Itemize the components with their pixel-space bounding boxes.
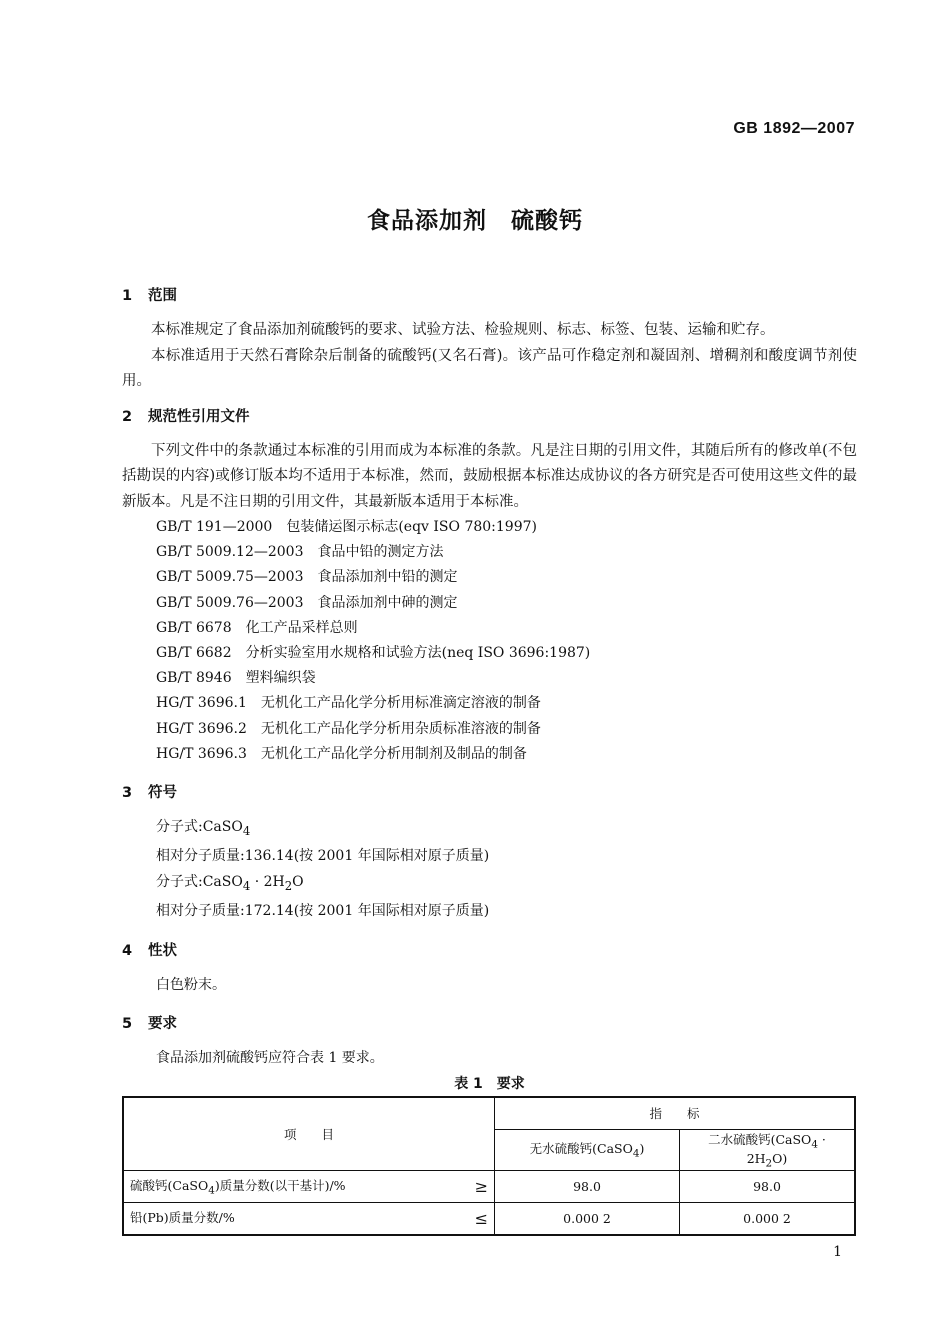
header-item: 项 目 xyxy=(123,1097,495,1171)
reference-code: HG/T 3696.3 xyxy=(156,745,247,762)
header-anhydrous: 无水硫酸钙(CaSO$_4$) xyxy=(495,1129,680,1170)
section-heading-properties xyxy=(122,939,857,963)
reference-code: GB/T 8946 xyxy=(156,670,232,687)
row-anhydrous-value: 0.000 2 xyxy=(495,1202,680,1235)
molecular-mass-anhydrous: 相对分子质量:136.14(按 2001 年国际相对原子质量) xyxy=(156,848,490,865)
reference-code: GB/T 5009.76—2003 xyxy=(156,594,304,611)
page-number: 1 xyxy=(833,1244,842,1260)
reference-title: 食品添加剂中砷的测定 xyxy=(317,594,458,611)
header-index: 指 标 xyxy=(495,1097,856,1130)
reference-item xyxy=(122,641,857,666)
normative-intro: 下列文件中的条款通过本标准的引用而成为本标准的条款。凡是注日期的引用文件，其随后所有的修改单(不包括勘误的内容)或修订版本均不适用于本标准，然而，鼓励根据本标准达成协议的各方研究是否可使用这些文件的最新版本。凡是不注日期的引用文件，其最新版本适用于本标准。 xyxy=(122,442,857,510)
reference-code: GB/T 6678 xyxy=(156,619,232,636)
reference-item xyxy=(122,591,857,616)
requirements-text: 食品添加剂硫酸钙应符合表 1 要求。 xyxy=(156,1050,384,1067)
row-sign: ≥ xyxy=(442,1170,495,1202)
reference-item xyxy=(122,616,857,641)
table-row xyxy=(123,1170,855,1202)
table-row xyxy=(123,1202,855,1235)
reference-item xyxy=(122,666,857,691)
properties-text: 白色粉末。 xyxy=(156,976,226,993)
reference-code: HG/T 3696.2 xyxy=(156,720,247,737)
reference-item xyxy=(122,515,857,540)
row-dihydrate-value: 98.0 xyxy=(680,1170,856,1202)
section-heading-normative xyxy=(122,405,857,429)
section-number: 1 xyxy=(122,288,133,304)
reference-title: 包装储运图示标志(eqv ISO 780:1997) xyxy=(286,519,537,535)
header-dihydrate: 二水硫酸钙(CaSO$_4$ · $2H_2O$) xyxy=(680,1129,856,1170)
section-heading-symbols xyxy=(122,781,857,805)
reference-title: 化工产品采样总则 xyxy=(245,619,358,636)
row-item: 硫酸钙(CaSO$_4$)质量分数(以干基计)/% xyxy=(123,1170,442,1202)
section-title: 符号 xyxy=(148,785,177,802)
section-number: 2 xyxy=(122,408,133,425)
molecular-formula-anhydrous: 分子式:CaSO$_4$ xyxy=(156,819,251,838)
requirements-table xyxy=(122,1096,856,1236)
section-number: 4 xyxy=(122,942,133,959)
section-heading-scope xyxy=(122,284,857,308)
row-sign: ≤ xyxy=(442,1202,495,1235)
reference-title: 食品添加剂中铅的测定 xyxy=(317,569,458,586)
molecular-formula-dihydrate: 分子式:CaSO$_4$ · $2H_2O$ xyxy=(156,873,304,893)
molecular-mass-dihydrate: 相对分子质量:172.14(按 2001 年国际相对原子质量) xyxy=(156,903,490,920)
reference-item xyxy=(122,540,857,565)
table-header-row xyxy=(123,1097,855,1130)
reference-code: GB/T 6682 xyxy=(156,645,232,662)
scope-paragraph-2: 本标准适用于天然石膏除杂后制备的硫酸钙(又名石膏)。该产品可作稳定剂和凝固剂、增稠剂和酸度调节剂使用。 xyxy=(122,347,857,389)
reference-title: 无机化工产品化学分析用杂质标准溶液的制备 xyxy=(260,720,541,737)
reference-list xyxy=(122,515,857,767)
document-body xyxy=(122,284,857,1236)
section-title: 要求 xyxy=(148,1016,177,1033)
scope-paragraph-1: 本标准规定了食品添加剂硫酸钙的要求、试验方法、检验规则、标志、标签、包装、运输和贮存。 xyxy=(151,322,775,338)
row-item: 铅(Pb)质量分数/% xyxy=(123,1202,442,1235)
reference-item xyxy=(122,717,857,742)
reference-code: GB/T 191—2000 xyxy=(156,519,273,535)
row-anhydrous-value: 98.0 xyxy=(495,1170,680,1202)
reference-title: 塑料编织袋 xyxy=(245,670,316,687)
standard-number: GB 1892—2007 xyxy=(733,120,855,137)
section-number: 3 xyxy=(122,785,133,802)
reference-item xyxy=(122,565,857,590)
reference-title: 食品中铅的测定方法 xyxy=(317,544,444,561)
document-title: 食品添加剂 硫酸钙 xyxy=(367,208,583,234)
section-title: 范围 xyxy=(148,288,177,304)
reference-code: GB/T 5009.12—2003 xyxy=(156,544,304,561)
reference-title: 无机化工产品化学分析用制剂及制品的制备 xyxy=(260,745,527,762)
reference-code: GB/T 5009.75—2003 xyxy=(156,569,304,586)
table-caption: 表 1 要求 xyxy=(454,1075,525,1092)
reference-title: 无机化工产品化学分析用标准滴定溶液的制备 xyxy=(260,695,541,712)
reference-code: HG/T 3696.1 xyxy=(156,695,247,712)
reference-item xyxy=(122,691,857,716)
section-number: 5 xyxy=(122,1016,133,1033)
section-title: 性状 xyxy=(148,942,177,959)
reference-title: 分析实验室用水规格和试验方法(neq ISO 3696:1987) xyxy=(245,645,591,662)
section-heading-requirements xyxy=(122,1012,857,1036)
row-dihydrate-value: 0.000 2 xyxy=(680,1202,856,1235)
reference-item xyxy=(122,742,857,767)
section-title: 规范性引用文件 xyxy=(148,408,250,425)
